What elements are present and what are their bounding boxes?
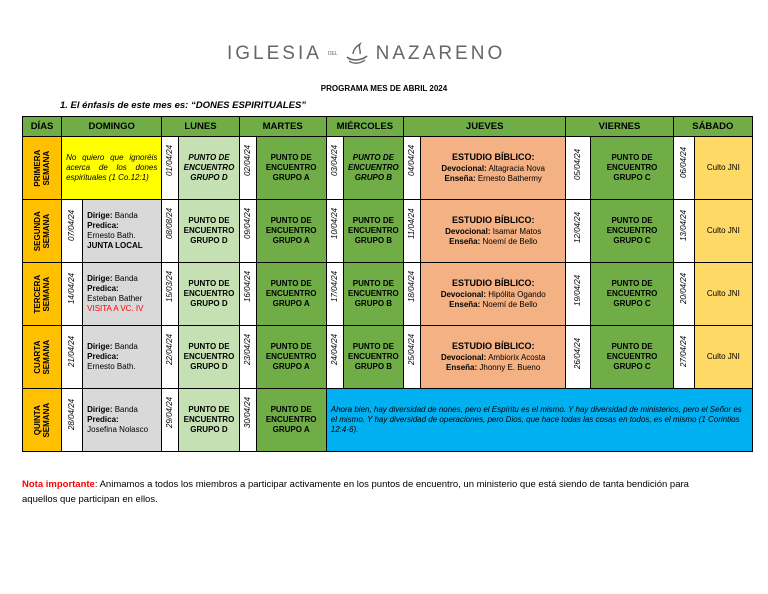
- date-cell: 05/04/24: [566, 137, 591, 200]
- date-cell: 13/04/24: [673, 200, 694, 263]
- date-cell: 12/04/24: [566, 200, 591, 263]
- week-row: [23, 137, 753, 200]
- date-cell: 02/04/24: [239, 137, 256, 200]
- thursday-activity: ESTUDIO BÍBLICO: Devocional: Altagracia Nova Enseña: Ernesto Bathermy: [421, 137, 566, 200]
- date-cell: 25/04/24: [403, 326, 420, 389]
- date-cell: 15/03/24: [162, 263, 179, 326]
- header-lunes: LUNES: [162, 117, 239, 137]
- saturday-activity: Culto JNI: [694, 263, 752, 326]
- saturday-activity: Culto JNI: [694, 200, 752, 263]
- saturday-activity: Culto JNI: [694, 137, 752, 200]
- date-cell: 24/04/24: [326, 326, 343, 389]
- friday-activity: PUNTO DE ENCUENTRO GRUPO C: [591, 263, 673, 326]
- monday-activity: PUNTO DE ENCUENTRO GRUPO D: [179, 263, 239, 326]
- date-cell: 03/04/24: [326, 137, 343, 200]
- monday-activity: PUNTO DE ENCUENTRO GRUPO D: [179, 326, 239, 389]
- week-label: TERCERA SEMANA: [23, 263, 62, 326]
- schedule-table: [22, 116, 753, 452]
- logo-text-right: NAZARENO: [375, 43, 506, 64]
- thursday-activity: ESTUDIO BÍBLICO: Devocional: Ambiorix Acosta Enseña: Jhonny E. Bueno: [421, 326, 566, 389]
- week-row: [23, 326, 753, 389]
- tuesday-activity: PUNTO DE ENCUENTRO GRUPO A: [256, 137, 326, 200]
- date-cell: 28/04/24: [62, 389, 83, 452]
- header-martes: MARTES: [239, 117, 326, 137]
- tuesday-activity: PUNTO DE ENCUENTRO GRUPO A: [256, 389, 326, 452]
- header-viernes: VIERNES: [566, 117, 673, 137]
- date-cell: 20/04/24: [673, 263, 694, 326]
- date-cell: 16/04/24: [239, 263, 256, 326]
- date-cell: 23/04/24: [239, 326, 256, 389]
- wednesday-activity: PUNTO DE ENCUENTRO GRUPO B: [343, 326, 403, 389]
- header-row: [23, 117, 753, 137]
- date-cell: 01/04/24: [162, 137, 179, 200]
- sunday-activity: Dirige: Banda Predica: Esteban Bather VISITA A VC. IV: [83, 263, 162, 326]
- tuesday-activity: PUNTO DE ENCUENTRO GRUPO A: [256, 200, 326, 263]
- wednesday-activity: PUNTO DE ENCUENTRO GRUPO B: [343, 263, 403, 326]
- week-row: [23, 263, 753, 326]
- date-cell: 29/04/24: [162, 389, 179, 452]
- sunday-activity: Dirige: Banda Predica: Josefina Nolasco: [83, 389, 162, 452]
- date-cell: 10/04/24: [326, 200, 343, 263]
- sunday-verse: No quiero que ignoréis acerca de los dones espirituales (1 Co.12:1): [62, 137, 162, 200]
- note-label: Nota importante: [22, 479, 95, 490]
- monday-activity: PUNTO DE ENCUENTRO GRUPO D: [179, 137, 239, 200]
- date-cell: 21/04/24: [62, 326, 83, 389]
- wednesday-activity: PUNTO DE ENCUENTRO GRUPO B: [343, 137, 403, 200]
- date-cell: 19/04/24: [566, 263, 591, 326]
- thursday-activity: ESTUDIO BÍBLICO: Devocional: Hipólita Ogando Enseña: Noemí de Bello: [421, 263, 566, 326]
- date-cell: 04/04/24: [403, 137, 420, 200]
- saturday-activity: Culto JNI: [694, 326, 752, 389]
- week-label: PRIMERA SEMANA: [23, 137, 62, 200]
- important-note: [22, 477, 702, 507]
- monday-activity: PUNTO DE ENCUENTRO GRUPO D: [179, 200, 239, 263]
- monday-activity: PUNTO DE ENCUENTRO GRUPO D: [179, 389, 239, 452]
- wednesday-activity: PUNTO DE ENCUENTRO GRUPO B: [343, 200, 403, 263]
- tuesday-activity: PUNTO DE ENCUENTRO GRUPO A: [256, 326, 326, 389]
- header-dias: DÍAS: [23, 117, 62, 137]
- header-domingo: DOMINGO: [62, 117, 162, 137]
- date-cell: 09/04/24: [239, 200, 256, 263]
- header-miercoles: MIÉRCOLES: [326, 117, 403, 137]
- date-cell: 27/04/24: [673, 326, 694, 389]
- date-cell: 06/04/24: [673, 137, 694, 200]
- sunday-activity: Dirige: Banda Predica: Ernesto Bath.: [83, 326, 162, 389]
- week-label: QUINTA SEMANA: [23, 389, 62, 452]
- tuesday-activity: PUNTO DE ENCUENTRO GRUPO A: [256, 263, 326, 326]
- week-row: [23, 389, 753, 452]
- friday-activity: PUNTO DE ENCUENTRO GRUPO C: [591, 200, 673, 263]
- month-emphasis: 1. El énfasis de este mes es: “DONES ESPIRITUALES”: [60, 100, 307, 111]
- week-row: [23, 200, 753, 263]
- dove-flame-icon: [344, 42, 370, 66]
- note-text: : Animamos a todos los miembros a participar activamente en los puntos de encuentro, un ministerio que está siendo de tanta bendición para aquellos que participan en ellos.: [22, 479, 689, 506]
- date-cell: 30/04/24: [239, 389, 256, 452]
- week-label: CUARTA SEMANA: [23, 326, 62, 389]
- date-cell: 08/08/24: [162, 200, 179, 263]
- bible-quote: Ahora bien, hay diversidad de nones, pero el Espíritu es el mismo. Y hay diversidad de ministerios, pero el Señor es el mismo. Y hay diversidad de operaciones, pero Dios, que hace todas las cosas en todos, es el mismo (1 Corintios 12:4-6).: [326, 389, 752, 452]
- date-cell: 26/04/24: [566, 326, 591, 389]
- week-label: SEGUNDA SEMANA: [23, 200, 62, 263]
- friday-activity: PUNTO DE ENCUENTRO GRUPO C: [591, 137, 673, 200]
- logo-text-small: DEL: [327, 51, 338, 57]
- page-title: PROGRAMA MES DE ABRIL 2024: [320, 84, 448, 93]
- header-jueves: JUEVES: [403, 117, 565, 137]
- church-logo: [227, 38, 527, 70]
- friday-activity: PUNTO DE ENCUENTRO GRUPO C: [591, 326, 673, 389]
- thursday-activity: ESTUDIO BÍBLICO: Devocional: Isamar Matos Enseña: Noemí de Bello: [421, 200, 566, 263]
- date-cell: 14/04/24: [62, 263, 83, 326]
- date-cell: 18/04/24: [403, 263, 420, 326]
- date-cell: 11/04/24: [403, 200, 420, 263]
- header-sabado: SÁBADO: [673, 117, 752, 137]
- logo-text-left: IGLESIA: [227, 43, 322, 64]
- date-cell: 17/04/24: [326, 263, 343, 326]
- date-cell: 22/04/24: [162, 326, 179, 389]
- sunday-activity: Dirige: Banda Predica: Ernesto Bath. JUNTA LOCAL: [83, 200, 162, 263]
- date-cell: 07/04/24: [62, 200, 83, 263]
